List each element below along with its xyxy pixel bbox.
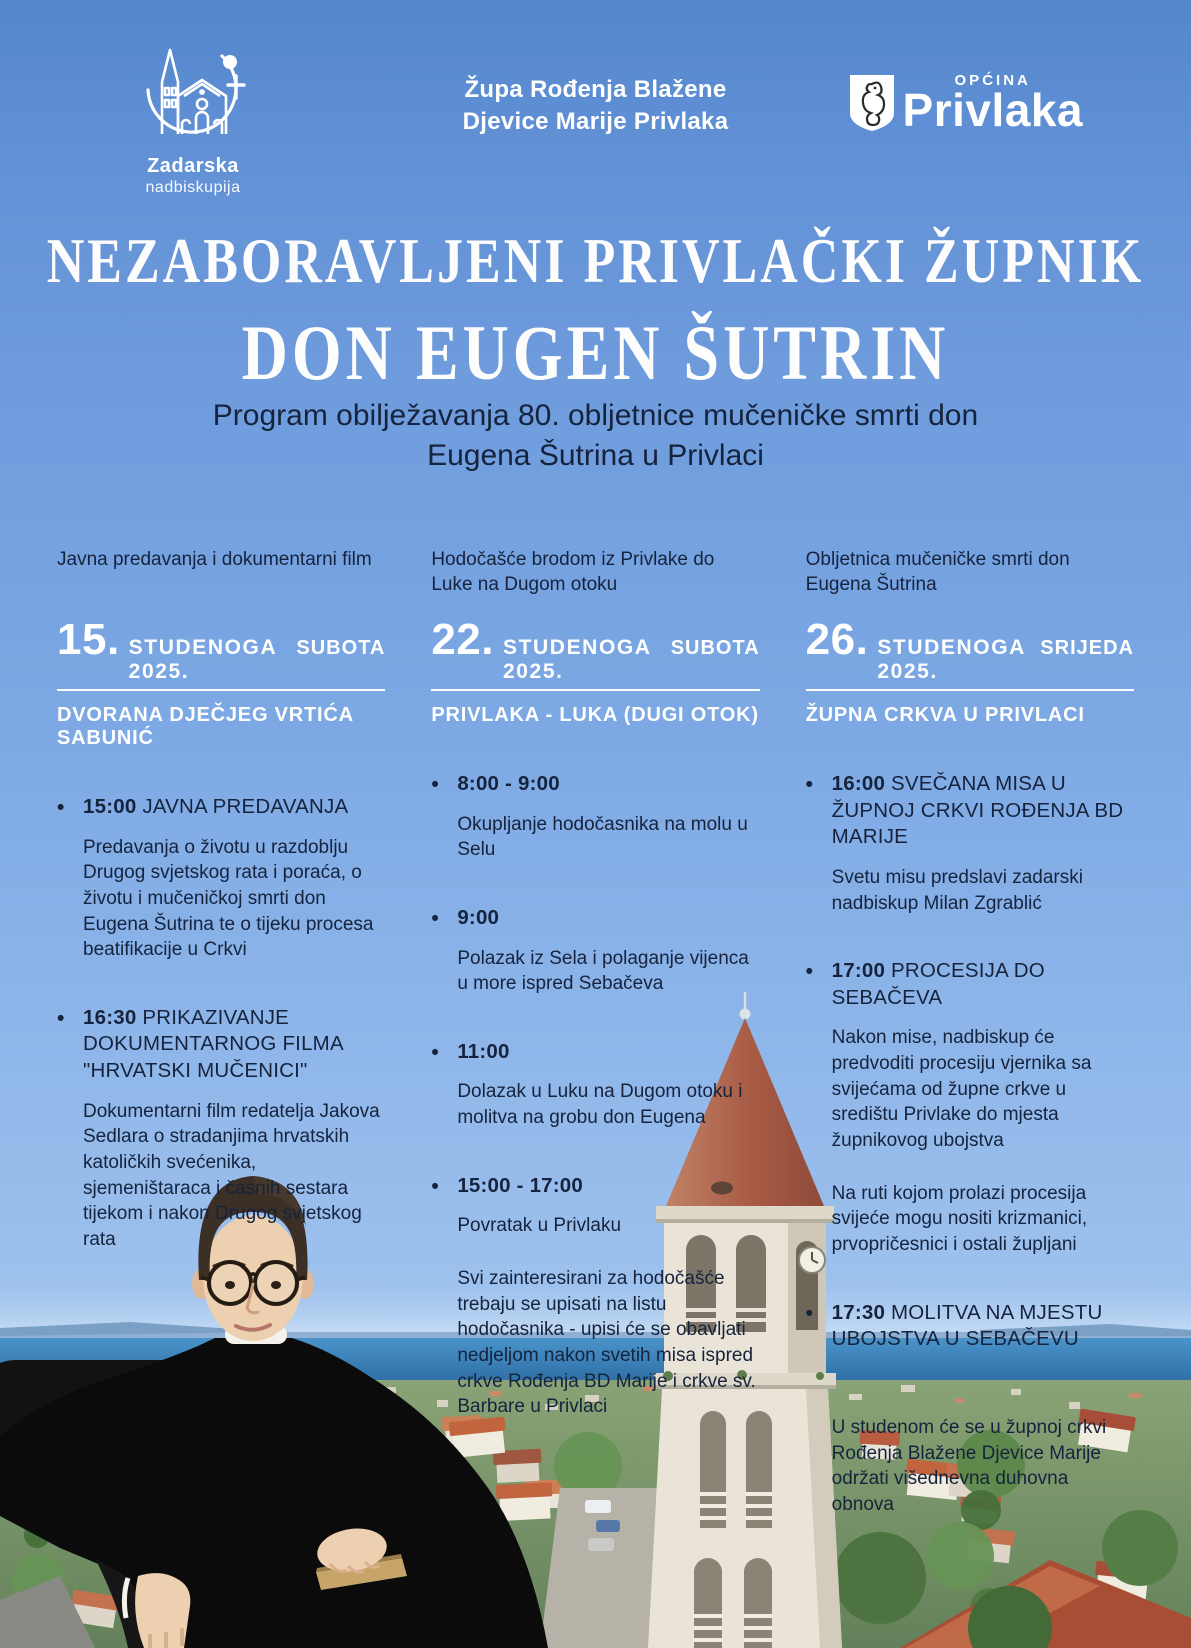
- item-body: [832, 1300, 1134, 1353]
- bullet-icon: •: [431, 773, 439, 796]
- date-day: 26.: [805, 615, 869, 664]
- poster-main-title: DON EUGEN ŠUTRIN: [241, 309, 950, 396]
- bullet-icon: •: [805, 773, 814, 796]
- divider-line: [806, 689, 1134, 691]
- schedule-columns: [57, 547, 1134, 1536]
- item-time-label: 16:00 SVEČANA MISA U ŽUPNOJ CRKVI ROĐENJA BD MARIJE: [831, 772, 1124, 849]
- divider-line: [431, 689, 759, 691]
- bullet-icon: •: [57, 796, 65, 819]
- dot-icon: [223, 55, 237, 69]
- item-time-label: 17:00 PROCESIJA DO SEBAČEVA: [831, 959, 1045, 1009]
- column-kicker: Hodočašće brodom iz Privlake do Luke na Dugom otoku: [431, 549, 715, 596]
- date-weekday: SUBOTA: [296, 637, 386, 659]
- divider-line: [57, 689, 385, 691]
- schedule-item: [57, 794, 385, 963]
- item-body: [832, 958, 1134, 1257]
- item-description: Polazak iz Sela i polaganje vijenca u more ispred Sebačeva: [457, 947, 749, 995]
- schedule-item: [57, 1005, 385, 1253]
- date-weekday: SRIJEDA: [1040, 637, 1134, 659]
- municipality-name: Privlaka: [902, 84, 1083, 136]
- item-time: 11:00: [457, 1039, 510, 1063]
- schedule-item: [431, 1039, 759, 1131]
- date-day: 22.: [431, 615, 494, 664]
- schedule-column: [57, 547, 385, 1536]
- column-venue: PRIVLAKA - LUKA (DUGI OTOK): [431, 704, 759, 726]
- item-description: Svetu misu predslavi zadarski nadbiskup Milan Zgrablić: [831, 866, 1083, 914]
- bullet-icon: •: [431, 906, 439, 930]
- column-date: [806, 615, 1134, 684]
- item-time: 17:30: [831, 1300, 886, 1324]
- item-description: Svi zainteresirani za hodočašće trebaju se upisati na listu hodočasnika - upisi će se obavljati nedjeljom nakon svetih misa ispred crkve Rođenja BD Marije i crkve sv. Barbare u Privlaci: [457, 1268, 756, 1418]
- column-kicker: Javna predavanja i dokumentarni film: [57, 549, 372, 570]
- date-day: 15.: [57, 615, 120, 664]
- schedule-items: [806, 771, 1134, 1353]
- municipality-small: OPĆINA: [954, 72, 1031, 89]
- date-month: STUDENOGA 2025.: [128, 636, 277, 683]
- item-time-label: [457, 905, 759, 932]
- column-note: U studenom će se u župnoj crkvi Rođenja Blažene Djevice Marije održati višednevna duhovna obnova: [831, 1416, 1107, 1515]
- item-description: Dolazak u Luku na Dugom otoku i molitva na grobu don Eugena: [457, 1081, 743, 1129]
- diocese-name: Zadarska: [147, 155, 239, 177]
- item-description: Nakon mise, nadbiskup će predvoditi procesiju vjernika sa svijećama od župne crkve u središtu Privlake do mjesta župnikovog ubojstva: [831, 1027, 1092, 1152]
- column-venue: DVORANA DJEČJEG VRTIĆA SABUNIĆ: [57, 704, 354, 749]
- item-description: Povratak u Privlaku: [457, 1215, 622, 1237]
- item-time-label: 15:00 JAVNA PREDAVANJA: [83, 795, 349, 818]
- bullet-icon: •: [431, 1174, 439, 1198]
- bullet-icon: •: [805, 1301, 814, 1325]
- item-time: 16:30: [83, 1005, 137, 1029]
- column-date: [431, 615, 759, 684]
- bullet-icon: •: [805, 960, 814, 984]
- item-time-label: [457, 1039, 759, 1066]
- schedule-item: [806, 958, 1134, 1257]
- poster-subtitle: Program obilježavanja 80. obljetnice mučeničke smrti don Eugena Šutrina u Privlaci: [212, 399, 979, 472]
- item-time: 16:00: [831, 772, 886, 795]
- municipality-logo: [849, 72, 1083, 136]
- parish-line2: Djevice Marije Privlaka: [462, 108, 729, 136]
- column-date: [57, 615, 385, 684]
- date-month: STUDENOGA 2025.: [503, 636, 651, 683]
- schedule-items: [431, 771, 759, 1420]
- item-description: Predavanja o životu u razdoblju Drugog svjetskog rata i poraća, o životu i mučeničkoj smrti don Eugena Šutrina te o tijeku procesa beatifikacije u Crkvi: [83, 836, 374, 961]
- item-body: [457, 771, 759, 863]
- schedule-item: [431, 905, 759, 997]
- item-body: [832, 771, 1134, 916]
- bullet-icon: •: [431, 1040, 439, 1064]
- parish-line1: Župa Rođenja Blažene: [464, 76, 727, 103]
- item-time: 8:00 - 9:00: [457, 772, 560, 795]
- date-month: STUDENOGA 2025.: [877, 636, 1026, 683]
- item-body: [457, 1173, 759, 1420]
- bullet-icon: •: [57, 1006, 65, 1030]
- schedule-item: [431, 771, 759, 863]
- item-description: Dokumentarni film redatelja Jakova Sedlara o stradanjima hrvatskih katoličkih svećenika, sjemeništaraca i časnih sestara tijekom i nakon Drugog svjetskog rata: [83, 1100, 380, 1250]
- item-time: 15:00 - 17:00: [457, 1173, 584, 1197]
- item-body: [457, 1039, 759, 1131]
- schedule-item: [806, 1300, 1134, 1353]
- item-time: 9:00: [457, 905, 500, 929]
- item-body: [83, 794, 385, 963]
- item-body: [457, 905, 759, 997]
- item-time: 15:00: [83, 795, 137, 818]
- item-description: Na ruti kojom prolazi procesija svijeće mogu nositi krizmanici, prvopričesnici i ostali župljani: [831, 1182, 1088, 1255]
- date-weekday: SUBOTA: [670, 637, 760, 659]
- schedule-column: [806, 547, 1134, 1536]
- column-venue: ŽUPNA CRKVA U PRIVLACI: [805, 704, 1085, 726]
- item-time-label: 16:30 PRIKAZIVANJE DOKUMENTARNOG FILMA "HRVATSKI MUČENICI": [83, 1005, 343, 1083]
- item-time-label: 17:30 MOLITVA NA MJESTU UBOJSTVA U SEBAČEVU: [831, 1300, 1103, 1351]
- item-time-label: [457, 1173, 759, 1200]
- schedule-item: [806, 771, 1134, 916]
- column-kicker: Obljetnica mučeničke smrti don Eugena Šutrina: [805, 549, 1070, 596]
- schedule-item: [431, 1173, 759, 1420]
- item-time: 17:00: [831, 959, 886, 983]
- seahorse-icon: [849, 74, 895, 132]
- diocese-subname: nadbiskupija: [145, 179, 241, 196]
- schedule-items: [57, 794, 385, 1253]
- poster-kicker-title: NEZABORAVLJENI PRIVLAČKI ŽUPNIK: [46, 227, 1145, 297]
- schedule-column: [431, 547, 759, 1536]
- item-body: [83, 1005, 385, 1253]
- item-time-label: [457, 771, 759, 798]
- item-description: Okupljanje hodočasnika na molu u Selu: [457, 813, 748, 861]
